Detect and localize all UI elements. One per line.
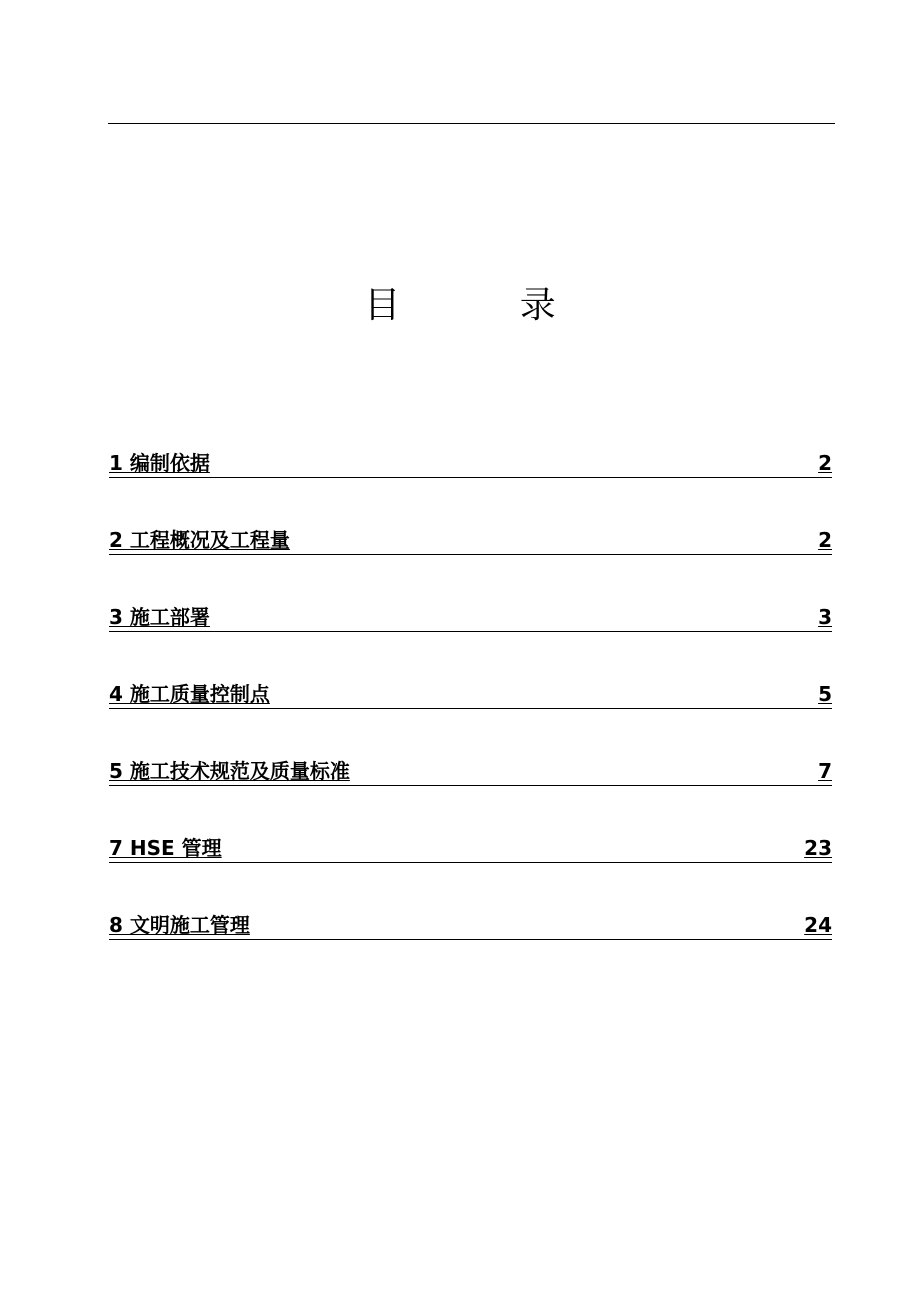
toc-entry-basis[interactable] [109,449,832,478]
toc-entry-page: 24 [804,913,832,937]
toc-entry-label: 5 施工技术规范及质量标准 [109,759,350,783]
toc-entry-page: 23 [804,836,832,860]
toc-entry-overview[interactable] [109,526,832,555]
toc-entry-page: 2 [818,528,832,552]
toc-entry-hse[interactable] [109,834,832,863]
toc-entry-label: 1 编制依据 [109,451,210,475]
toc-entry-page: 7 [818,759,832,783]
toc-entry-page: 2 [818,451,832,475]
table-of-contents [109,449,832,988]
toc-entry-label: 2 工程概况及工程量 [109,528,290,552]
toc-entry-label: 7 HSE 管理 [109,836,222,860]
toc-entry-civilized-construction[interactable] [109,911,832,940]
header-rule [108,123,835,124]
toc-entry-deployment[interactable] [109,603,832,632]
toc-entry-label: 3 施工部署 [109,605,210,629]
toc-entry-label: 4 施工质量控制点 [109,682,270,706]
toc-entry-label: 8 文明施工管理 [109,913,250,937]
toc-entry-page: 3 [818,605,832,629]
toc-entry-standards[interactable] [109,757,832,786]
toc-entry-page: 5 [818,682,832,706]
toc-title: 目 录 [364,285,610,326]
toc-entry-quality-control[interactable] [109,680,832,709]
